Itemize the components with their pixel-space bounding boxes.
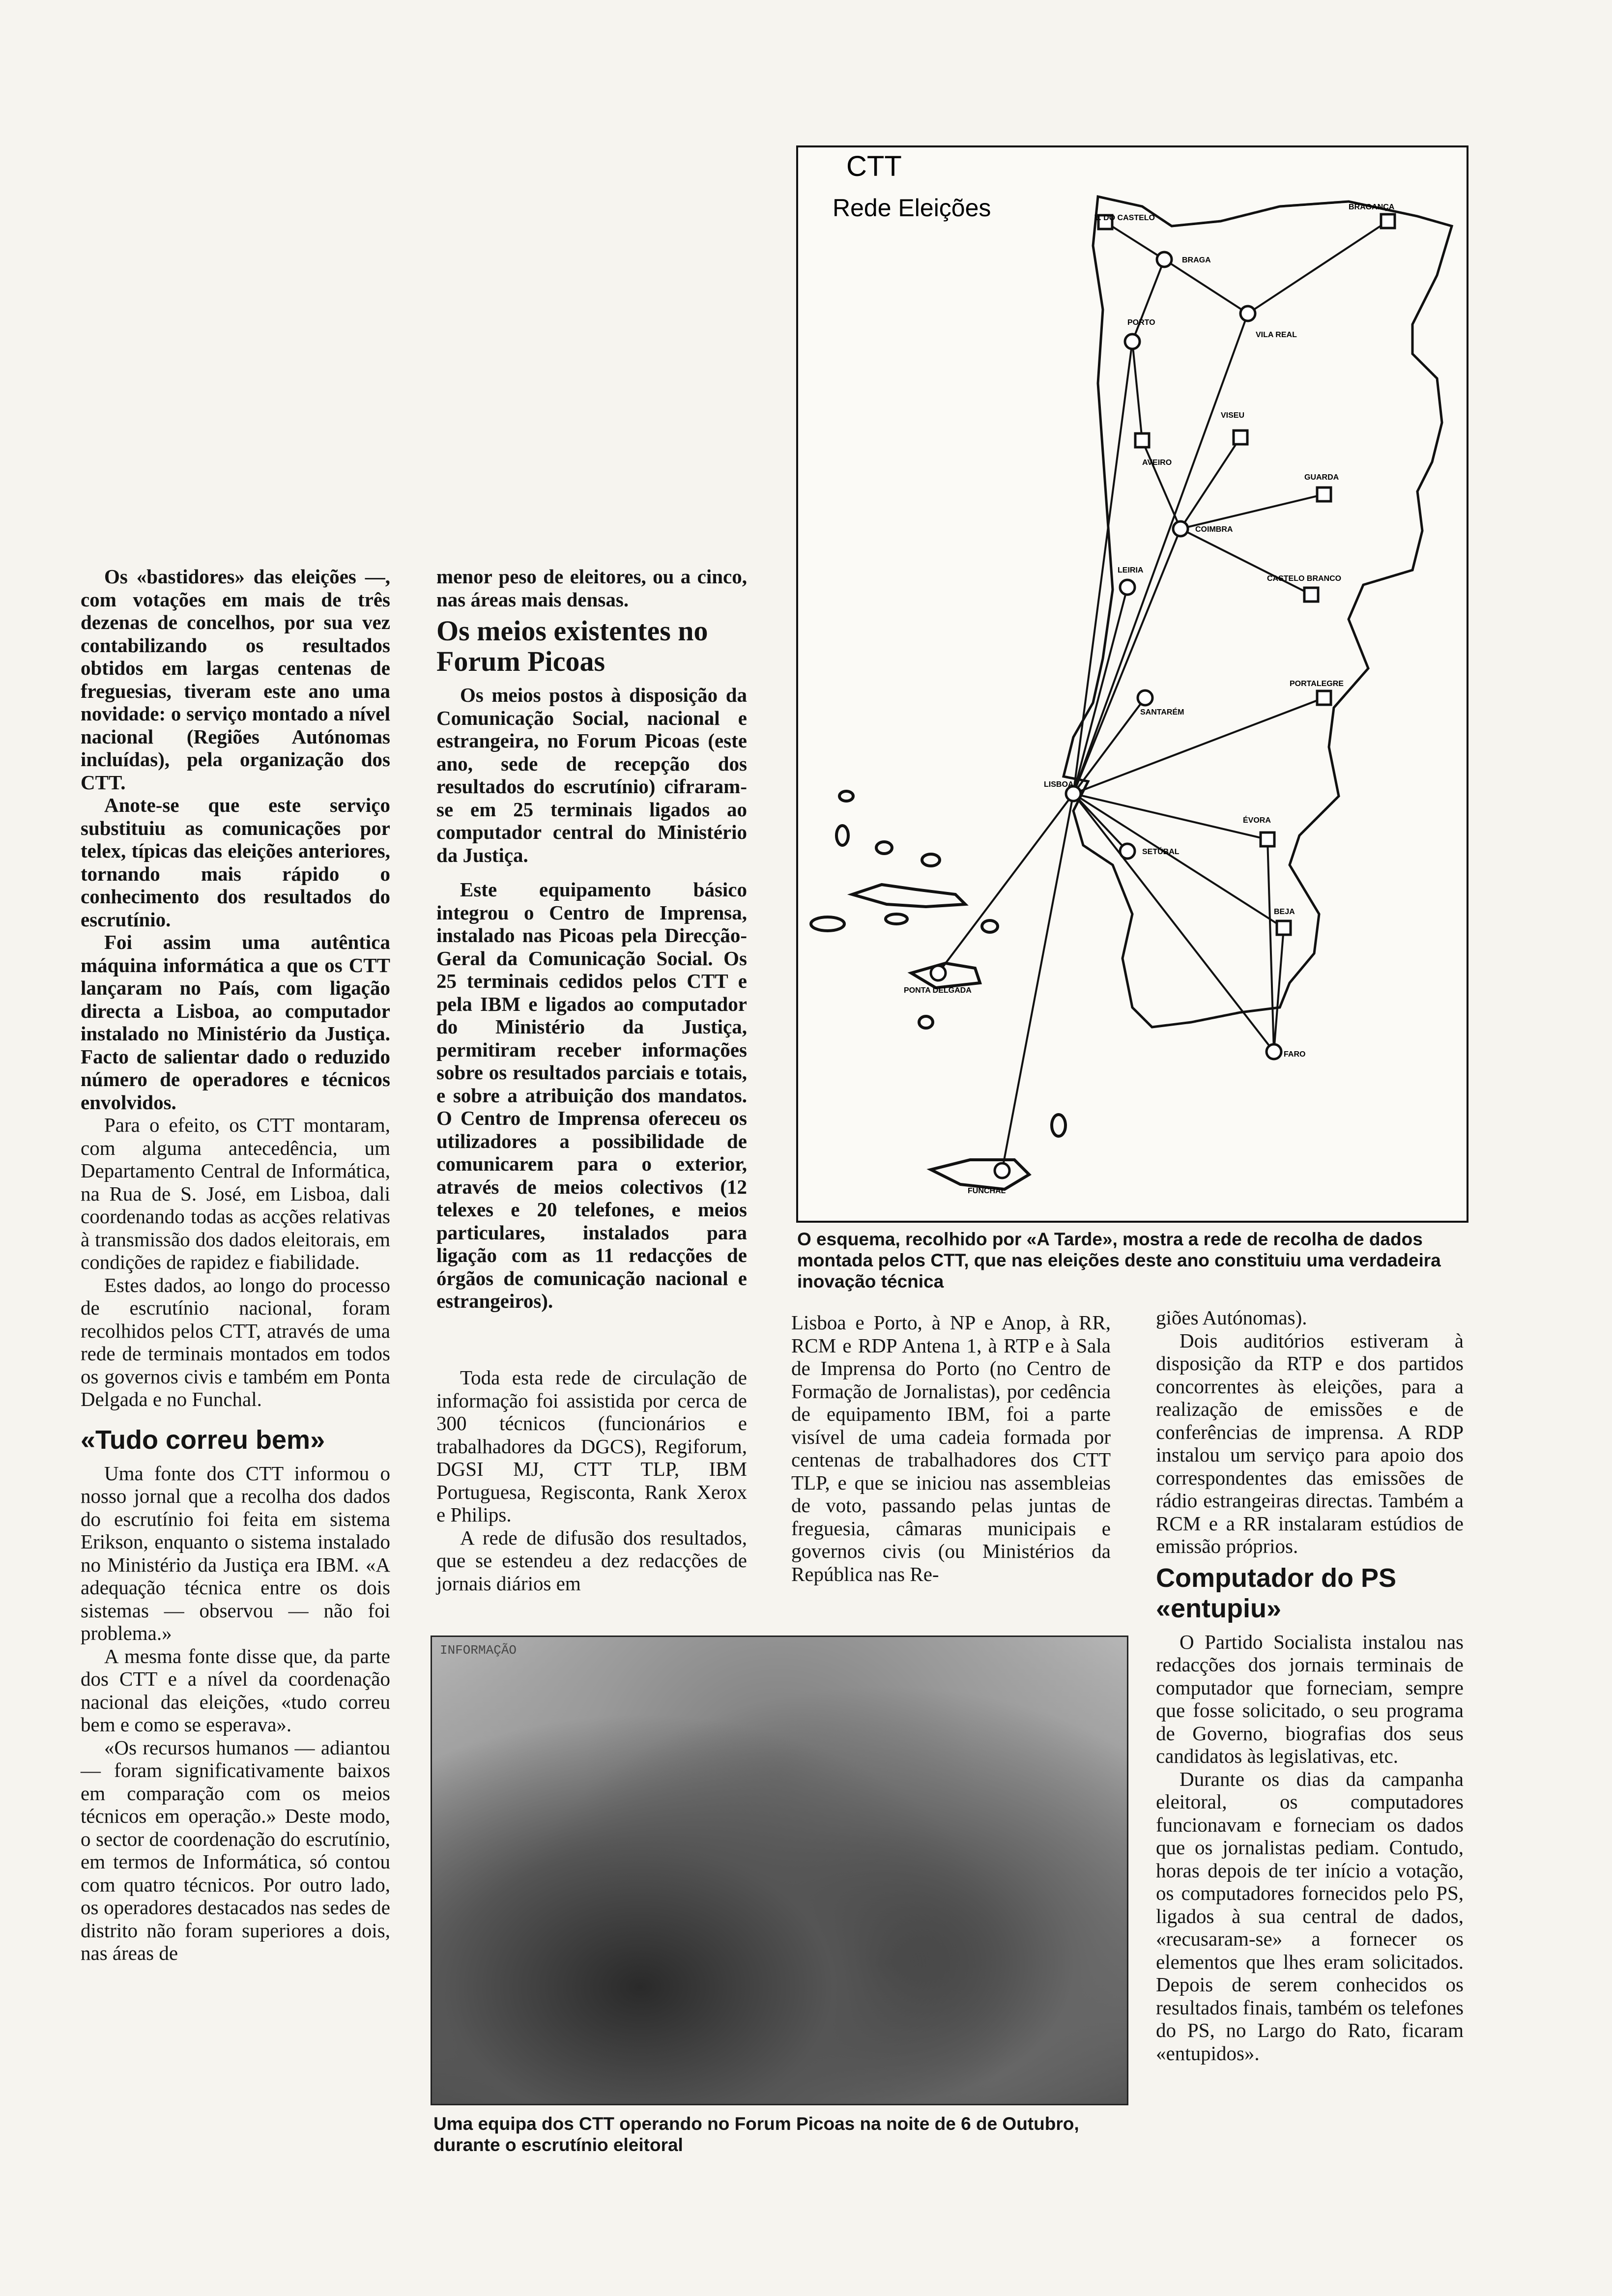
link-braga-porto [1132,259,1164,342]
node-label-pontadelgada: PONTA DELGADA [904,986,972,995]
col1-para-8: «Os recursos humanos — adiantou — foram significativamente baixos em comparação com os meios técnicos em operação.» Deste modo, o sector de coordenação do escrutínio, em termos de Informática, só contou com quatro técnicos. Por outro lado, os operadores destacados nas sedes de distrito não foram superiores a dois, nas áreas de [81,1736,390,1964]
node-braga [1157,252,1172,267]
photo-label: INFORMAÇÃO [440,1643,517,1658]
node-label-santarem: SANTARÉM [1140,708,1184,717]
node-label-beja: BEJA [1274,908,1295,916]
link-braga-vilareal [1164,259,1248,314]
node-label-leiria: LEIRIA [1118,566,1144,574]
column-2 [436,565,747,1313]
node-label-vilareal: VILA REAL [1256,331,1297,339]
column-2-bottom [436,1366,747,1595]
heading-meios-forum-picoas: Os meios existentes no Forum Picoas [436,615,708,677]
node-vilareal [1240,306,1255,321]
node-label-viana: V. DO CASTELO [1094,214,1155,222]
node-label-guarda: GUARDA [1304,473,1339,482]
node-label-braga: BRAGA [1182,256,1211,264]
link-funchal-lisboa [1002,794,1073,1171]
map-subtitle: Rede Eleições [833,194,991,222]
link-viana-braga [1105,222,1164,259]
col1-para-3: Foi assim uma autêntica máquina informática a que os CTT lançaram no País, com ligação directa a Lisboa, ao computador instalado no Ministério da Justiça. Facto de salientar dado o reduzido número de operadores e técnicos envolvidos. [81,931,390,1114]
col2-para-4: A rede de difusão dos resultados, que se estendeu a dez redacções de jornais diários em [436,1526,747,1595]
node-label-portalegre: PORTALEGRE [1290,680,1344,688]
link-portalegre-lisboa [1073,698,1324,794]
node-pontadelgada [931,966,946,980]
node-leiria [1120,580,1135,595]
column-4 [1156,1306,1464,2065]
col1-para-2: Anote-se que este serviço substituiu as comunicações por telex, típicas das eleições anteriores, tornando mais rápido o conhecimento dos resultados do escrutínio. [81,794,390,931]
node-coimbra [1173,521,1188,536]
link-faro-lisboa [1073,794,1274,1052]
ctt-network-map [796,145,1468,1223]
node-santarem [1138,690,1152,705]
heading-computador-ps: Computador do PS «entupiu» [1156,1563,1396,1623]
node-label-castelobranco: CASTELO BRANCO [1267,574,1342,583]
col2-para-2: Este equipamento básico integrou o Centro de Imprensa, instalado nas Picoas pela Direcção-Geral da Comunicação Social. Os 25 terminais cedidos pelos CTT e pela IBM e ligados ao computador do Ministério da Justiça, permitiram receber informações sobre os resultados parciais e totais, e sobre a atribuição dos mandatos. O Centro de Imprensa ofereceu os utilizadores a possibilidade de comunicarem para o exterior, através de meios colectivos (12 telexes e 20 telefones, e meios particulares, instalados para ligação com as 11 redacções de órgãos de comunicação nacional e estrangeiros). [436,878,747,1312]
link-coimbra-guarda [1180,494,1324,529]
node-porto [1125,334,1140,349]
link-coimbra-castelobranco [1180,529,1311,595]
column-3 [791,1311,1111,1585]
link-porto-aveiro [1132,342,1142,440]
link-pontadelgada-lisboa [938,794,1073,973]
col2-lead: menor peso de eleitores, ou a cinco, nas áreas mais densas. [436,565,747,611]
heading-tudo-correu-bem: «Tudo correu bem» [81,1425,325,1455]
node-label-aveiro: AVEIRO [1142,459,1172,467]
link-beja-faro [1274,928,1284,1052]
node-label-faro: FARO [1284,1050,1306,1059]
link-vilareal-braganca [1248,221,1388,314]
node-label-porto: PORTO [1127,318,1155,327]
node-evora [1261,832,1274,846]
node-label-evora: ÉVORA [1243,816,1271,825]
node-label-lisboa: LISBOA [1044,780,1074,789]
col4-para-1: giões Autónomas). [1156,1306,1307,1329]
map-svg [798,147,1467,1221]
node-label-viseu: VISEU [1221,411,1245,420]
node-guarda [1317,488,1331,501]
map-caption: O esquema, recolhido por «A Tarde», mostra a rede de recolha de dados montada pelos CTT, que nas eleições deste ano constituiu uma verdadeira inovação técnica [797,1229,1441,1292]
col1-para-7: A mesma fonte disse que, da parte dos CTT e a nível da coordenação nacional das eleições, «tudo correu bem e como se esperava». [81,1644,390,1736]
network-nodes [904,203,1395,1195]
col2-para-1: Os meios postos à disposição da Comunicação Social, nacional e estrangeira, no Forum Picoas (este ano, sede de recepção dos resultados do escrutínio) cifraram-se em 25 terminais ligados ao computador central do Ministério da Justiça. [436,684,747,866]
link-vilareal-lisboa [1073,314,1248,794]
node-label-setubal: SETÚBAL [1142,848,1180,856]
node-label-funchal: FUNCHAL [968,1187,1006,1195]
col1-para-1: Os «bastidores» das eleições —, com votações em mais de três dezenas de concelhos, por sua vez contabilizando os resultados obtidos em largas centenas de freguesias, tiveram este ano uma novidade: o serviço montado a nível nacional (Regiões Autónomas incluídas), pela organização dos CTT. [81,565,390,794]
node-faro [1267,1044,1281,1059]
node-viseu [1234,430,1247,444]
photo-caption: Uma equipa dos CTT operando no Forum Picoas na noite de 6 de Outubro, durante o escrutínio eleitoral [433,2114,1079,2155]
link-leiria-lisboa [1073,587,1127,794]
map-title: CTT [846,150,902,182]
photo-ctt-team [431,1636,1128,2105]
col3-text: Lisboa e Porto, à NP e Anop, à RR, RCM e RDP Antena 1, à RTP e à Sala de Imprensa do Porto (no Centro de Formação de Jornalistas), por cedência de equipamento IBM, foi a parte visível de uma cadeia formada por centenas de trabalhadores dos CTT TLP, e que se iniciou nas assembleias de voto, passando pelas juntas de freguesia, câmaras municipais e governos civis (ou Ministérios da República nas Re- [791,1311,1111,1585]
link-coimbra-viseu [1180,437,1240,529]
col2-para-2-bold [436,878,747,1313]
node-castelobranco [1304,588,1318,602]
column-1 [81,565,390,1965]
col4-para-3: O Partido Socialista instalou nas redacções dos jornais terminais de computador que forneciam, sempre que fosse solicitado, o seu programa de Governo, biografias dos seus candidatos às legislativas, etc. [1156,1630,1464,1767]
col1-intro [81,565,390,1114]
col4-para-4: Durante os dias da campanha eleitoral, os computadores funcionavam e forneciam os dados que os jornalistas pediam. Contudo, horas depois de ter início a votação, os computadores fornecidos pelo PS, ligados à sua central de dados, «recusaram-se» a fornecer os elementos que lhes eram solicitados. Depois de serem conhecidos os resultados finais, também os telefones do PS, no Largo do Rato, ficaram «entupidos». [1156,1767,1464,2065]
node-label-coimbra: COIMBRA [1195,525,1233,534]
node-setubal [1120,844,1135,859]
col1-para-5: Estes dados, ao longo do processo de escrutínio nacional, foram recolhidos pelos CTT, através de uma rede de terminais montados em todos os governos civis e também em Ponta Delgada e no Funchal. [81,1273,390,1410]
col1-para-6: Uma fonte dos CTT informou o nosso jornal que a recolha dos dados do escrutínio foi feita em sistema Erikson, enquanto o sistema instalado no Ministério da Justiça era IBM. «A adequação técnica entre os dois sistemas — observou — não foi problema.» [81,1462,390,1644]
node-funchal [995,1163,1009,1178]
node-aveiro [1135,433,1149,447]
node-label-braganca: BRAGANÇA [1349,203,1395,211]
node-portalegre [1317,691,1331,705]
col2-para-3: Toda esta rede de circulação de informação foi assistida por cerca de 300 técnicos (funcionários e trabalhadores da DGCS), Regiforum, DGSI MJ, CTT TLP, IBM Portuguesa, Regisconta, Rank Xerox e Philips. [436,1366,747,1526]
node-beja [1277,921,1291,935]
col4-para-2: Dois auditórios estiveram à disposição da RTP e dos partidos concorrentes às eleições, para a realização de emissões e de conferências de imprensa. A RDP instalou um serviço para apoio dos correspondentes das emissões de rádio estrangeiras directas. Também a RCM e a RR instalaram estúdios de emissão próprios. [1156,1329,1464,1557]
node-braganca [1381,214,1395,228]
link-evora-faro [1267,839,1274,1052]
col1-para-4: Para o efeito, os CTT montaram, com alguma antecedência, um Departamento Central de Informática, na Rua de S. José, em Lisboa, dali coordenando todas as acções relativas à transmissão dos dados eleitorais, em condições de rapidez e fiabilidade. [81,1114,390,1273]
